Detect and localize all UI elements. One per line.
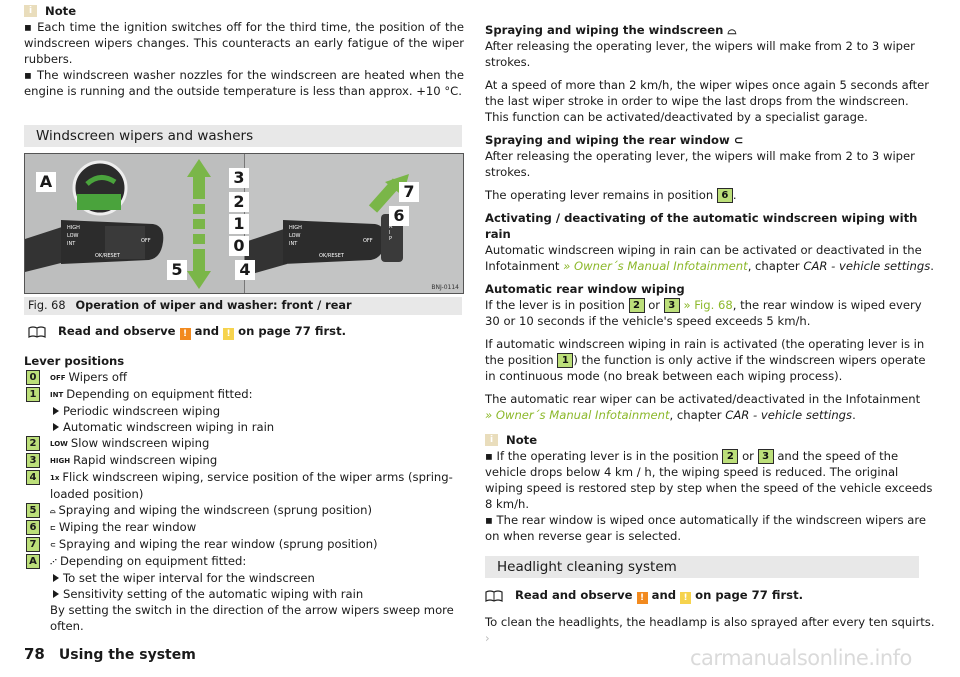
figure-caption: Fig. 68 Operation of wiper and washer: front / rear — [24, 297, 462, 315]
position-row: 2 LOW Slow windscreen wiping — [24, 435, 460, 452]
chapter-title: Using the system — [58, 647, 196, 663]
figure-label: 2 — [229, 192, 249, 212]
heading: Activating / deactivating of the automatic windscreen wiping with rain — [485, 211, 918, 241]
rear-spray-icon: ⊂ — [733, 133, 744, 147]
spray-icon: ⌓ — [50, 507, 56, 515]
figure-code: BNJ-0114 — [431, 284, 459, 291]
manual-link[interactable]: » Owner´s Manual Infotainment — [485, 408, 670, 422]
page-footer — [24, 645, 196, 663]
figure-label: 6 — [389, 206, 409, 226]
stalk-label-ok-rear: OK/RESET — [319, 253, 344, 259]
sub-item: Automatic windscreen wiping in rain — [50, 419, 460, 435]
note-heading: i Note — [24, 3, 464, 19]
figure-label: A — [36, 172, 56, 192]
book-icon — [28, 326, 46, 338]
trip-label: T R I P — [389, 218, 393, 242]
position-row: 6 ⊏ Wiping the rear window — [24, 519, 460, 536]
read-observe-line: Read and observe ! and ! on page 77 first. — [485, 587, 935, 604]
lever-heading: Lever positions — [24, 354, 125, 368]
figure-link[interactable]: » Fig. 68 — [683, 298, 733, 312]
rear-spray-icon: ⊂ — [50, 541, 56, 549]
section-title: Headlight cleaning system — [485, 556, 919, 578]
interval-icon: ⋰ — [50, 558, 57, 566]
position-row: 4 1x Flick windscreen wiping, service position of the wiper arms (spring-loaded position) — [24, 469, 460, 502]
info-icon: i — [485, 434, 498, 446]
position-row: 5 ⌓ Spraying and wiping the windscreen (sprung position) — [24, 502, 460, 519]
rear-wipe-icon: ⊏ — [50, 524, 56, 532]
figure-label: 7 — [399, 182, 419, 202]
read-observe-line: Read and observe ! and ! on page 77 first. — [28, 323, 458, 340]
position-row: 0 OFF Wipers off — [24, 369, 460, 386]
stalk-label-int-rear: INT — [289, 241, 298, 247]
figure-wiper-lever — [24, 153, 464, 294]
heading: Spraying and wiping the rear window ⊂ — [485, 133, 744, 147]
stalk-label-low: LOW — [67, 233, 79, 239]
note-text: ▪ The windscreen washer nozzles for the windscreen are heated when the engine is running and the outside temperature is less than approx. +10 °C. — [24, 68, 464, 98]
note-icon: ! — [223, 328, 234, 340]
book-icon — [485, 590, 503, 602]
switch-note: By setting the switch in the direction of the arrow wipers sweep more often. — [50, 603, 454, 633]
stalk-label-ok: OK/RESET — [95, 253, 120, 259]
page-number: 78 — [24, 645, 45, 663]
continue-arrow-icon: › — [485, 631, 490, 645]
figure-label: 3 — [229, 168, 249, 188]
right-column: Spraying and wiping the windscreen ⌓ After releasing the operating lever, the wipers will make from 2 to 3 wiper strokes. At a speed of more than 2 km/h, the wiper wipes once again 5 seconds after the last wiper stroke in order to wipe the last drops from the windscreen. This function can be activated/deactivated by a specialist garage. Spraying and wiping the rear window ⊂ After releasing the operating lever, the wipers will make from 2 to 3 wiper strokes. The operating lever remains in position 6 . Activating / deactivating of the automatic windscreen wiping with rain Automatic windscreen wiping in rain can be activated or deactivated in the Infotainment » Owner´s Manual Infotainment, chapter CAR - vehicle settings. Automatic rear window wiping If the lever is in position 2 or 3 » Fig. 68, the rear window is wiped every 30 or 10 seconds if the vehicle's speed exceeds 5 km/h. If automatic windscreen wiping in rain is activated (the operating lever is in the position 1 ) the function is only active if the windscreen wipers operate in continuous mode (no break between each wiping process). The automatic rear wiper can be activated/deactivated in the Infotainment » Owner´s Manual Infotainment, chapter CAR - vehicle settings. i Note ▪ If the operating lever is in the position 2 or 3 and the speed of the vehicle drops below 4 km / h, the wiping speed is reduced. The original wiping speed is restored step by step when the speed of the vehicle exceeds 8 km/h. ▪ The rear window is wiped once automatically if the windscreen wipers are on when reverse gear is selected. Headlight cleaning system Read and observe ! and ! on page 77 first. To clean the headlights, the headlamp is also sprayed after every ten squirts. › — [485, 23, 935, 645]
figure-label: 1 — [229, 214, 249, 234]
stalk-label-off: OFF — [141, 238, 151, 244]
sub-item: Sensitivity setting of the automatic wiping with rain — [50, 586, 460, 602]
watermark: carmanualsonline.info — [690, 646, 912, 670]
spray-icon: ⌓ — [727, 23, 737, 37]
position-row: A ⋰ Depending on equipment fitted: To set the wiper interval for the windscreen Sensitivity setting of the automatic wiping with rain By setting the switch in the direction of the arrow wipers sweep more often. — [24, 553, 460, 634]
lever-positions — [24, 353, 460, 634]
figure-label: 4 — [235, 260, 255, 280]
sub-item: Periodic windscreen wiping — [50, 403, 460, 419]
manual-link[interactable]: » Owner´s Manual Infotainment — [563, 259, 748, 273]
position-row: 3 HIGH Rapid windscreen wiping — [24, 452, 460, 469]
heading: Automatic rear window wiping — [485, 282, 685, 296]
figure-label: 0 — [229, 236, 249, 256]
section-title: Windscreen wipers and washers — [24, 125, 462, 147]
note-icon: ! — [680, 592, 691, 604]
note-text: ▪ Each time the ignition switches off for the third time, the position of the windscreen wipers changes. This counteracts an early fatigue of the wiper rubbers. — [24, 20, 464, 66]
stalk-label-high-rear: HIGH — [289, 225, 302, 231]
heading: Spraying and wiping the windscreen ⌓ — [485, 23, 737, 37]
note-heading: i Note — [485, 432, 935, 448]
stalk-label-high: HIGH — [67, 225, 80, 231]
warning-icon: ! — [637, 592, 648, 604]
sub-item: To set the wiper interval for the windscreen — [50, 570, 460, 586]
stalk-label-int: INT — [67, 241, 76, 247]
left-column — [24, 4, 464, 99]
warning-icon: ! — [180, 328, 191, 340]
figure-label: 5 — [167, 260, 187, 280]
position-row: 7 ⊂ Spraying and wiping the rear window (sprung position) — [24, 536, 460, 553]
position-row: 1 INT Depending on equipment fitted: Periodic windscreen wiping Automatic windscreen wiping in rain — [24, 386, 460, 435]
info-icon: i — [24, 5, 37, 17]
stalk-label-off-rear: OFF — [363, 238, 373, 244]
stalk-label-low-rear: LOW — [289, 233, 301, 239]
